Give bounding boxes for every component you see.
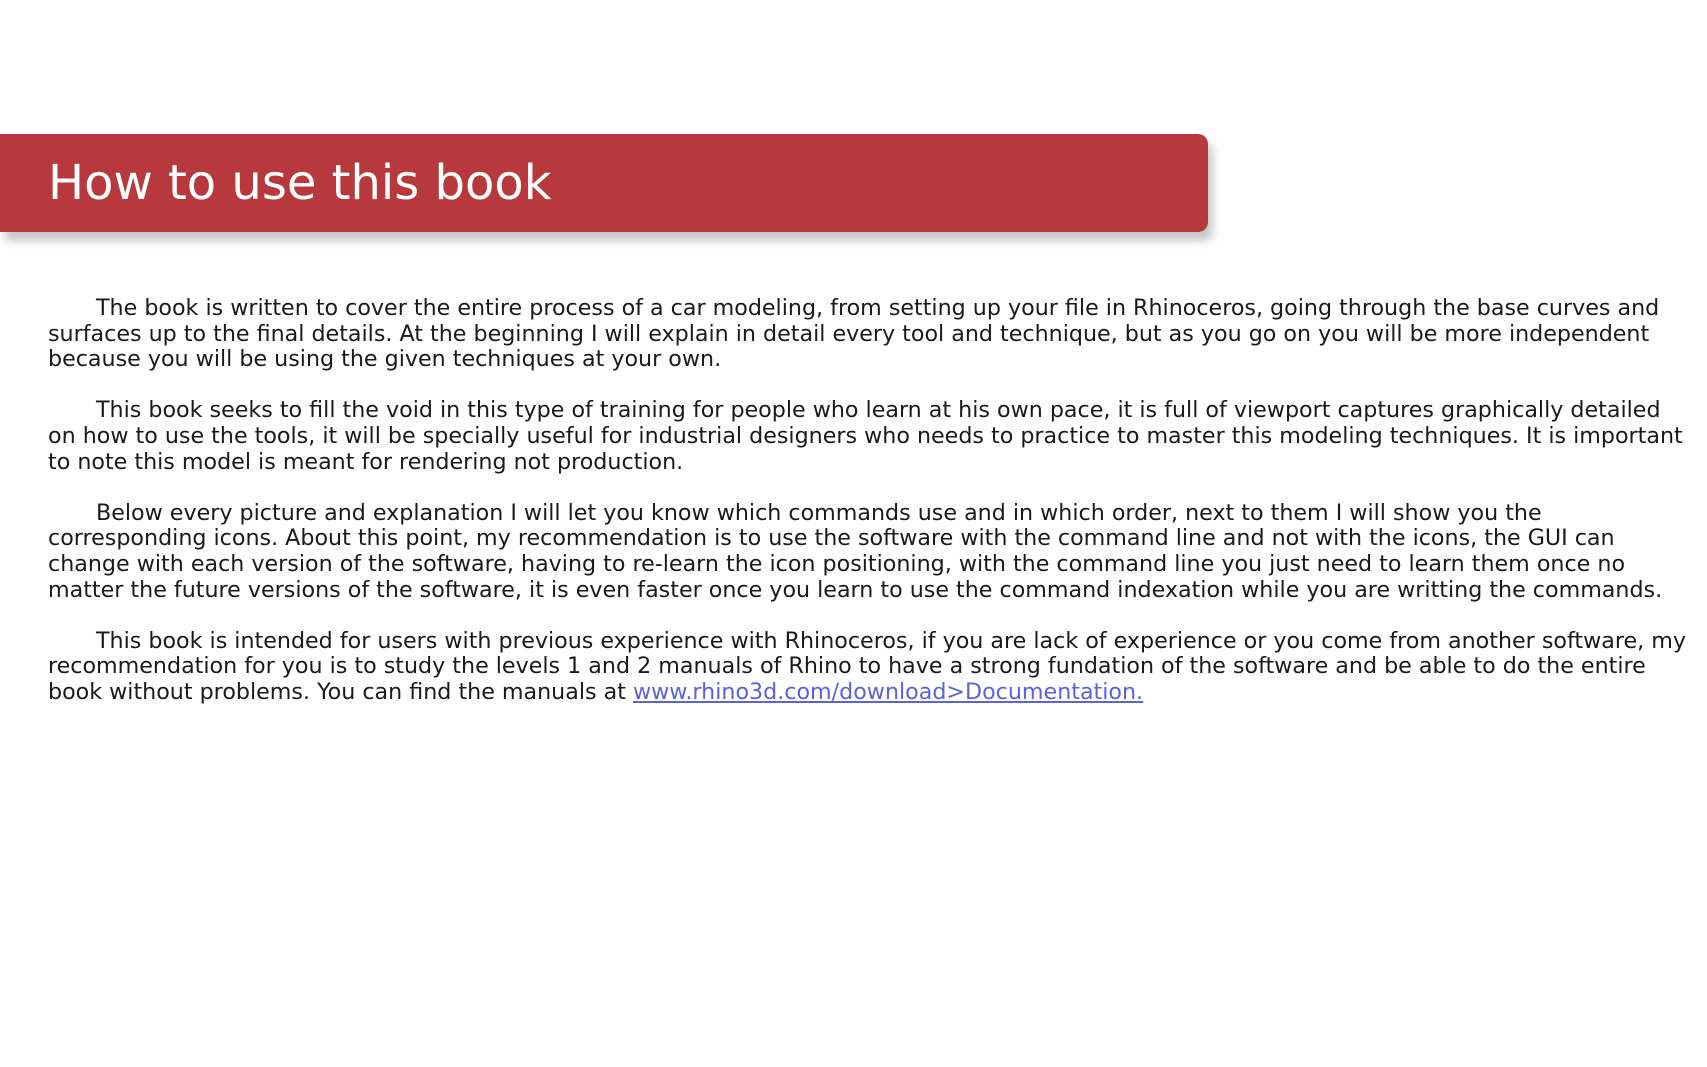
documentation-link[interactable]: www.rhino3d.com/download>Documentation. [632, 678, 1144, 705]
page-title: How to use this book [48, 155, 552, 211]
paragraph-1: The book is written to cover the entire process of a car modeling, from setting up your file in Rhinoceros, going through the base curves and surfaces up to the final details. At the beginning I will explain in detail every tool and technique, but as you go on you will be more independent because you will be using the given techniques at your own. [48, 295, 1660, 373]
paragraph-2: This book seeks to fill the void in this type of training for people who learn at his own pace, it is full of viewport captures graphically detailed on how to use the tools, it will be specially useful for industrial designers who needs to practice to master this modeling techniques. It is important to note this model is meant for rendering not production. [48, 397, 1683, 475]
paragraph-4-text: This book is intended for users with previous experience with Rhinoceros, if you are lack of experience or you come from another software, my recommendation for you is to study the levels 1 and 2 manuals of Rhino to have a strong fundation of the software and be able to do the entire book without problems. You can find the manuals at [48, 627, 1686, 705]
body-text [48, 296, 1688, 731]
paragraph-3: Below every picture and explanation I will let you know which commands use and in which order, next to them I will show you the corresponding icons. About this point, my recommendation is to use the software with the command line and not with the icons, the GUI can change with each version of the software, having to re-learn the icon positioning, with the command line you just need to learn them once no matter the future versions of the software, it is even faster once you learn to use the command indexation while you are writting the commands. [48, 499, 1663, 603]
paragraph-4 [48, 629, 1688, 706]
title-banner [0, 134, 1208, 232]
